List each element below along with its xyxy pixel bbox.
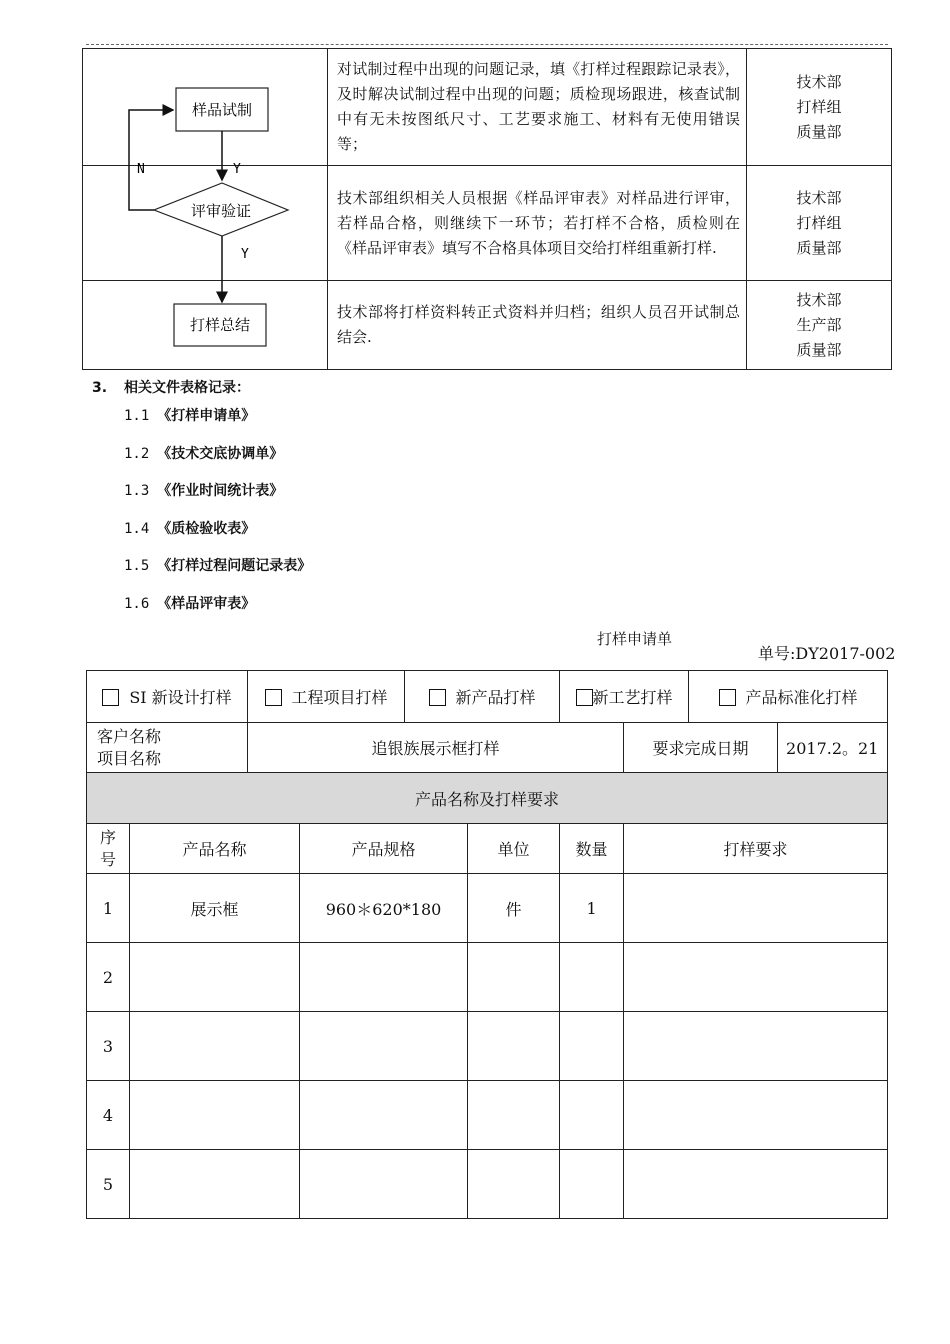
item-index: 1.5 [124,558,150,574]
col-spec: 产品规格 [300,824,468,874]
item-index: 1.1 [124,408,150,424]
type-option[interactable] [689,671,888,723]
list-item [124,513,311,551]
list-item [124,475,311,513]
dept: 打样组 [796,97,842,116]
yes-label: Y [241,247,249,262]
cell-seq: 1 [87,874,130,943]
cell-qty[interactable] [560,1081,624,1150]
col-name: 产品名称 [130,824,300,874]
cell-qty[interactable] [560,1150,624,1219]
no-label: N [137,162,145,177]
step-departments [747,281,892,370]
dept: 打样组 [796,213,842,232]
cell-seq: 5 [87,1150,130,1219]
cell-spec[interactable]: 960＊620*180 [300,874,468,943]
list-item [124,400,311,438]
type-label: 新工艺打样 [592,688,673,707]
dept: 质量部 [796,122,842,141]
type-option[interactable] [560,671,689,723]
table-row [87,1150,888,1219]
list-item [124,438,311,476]
arrow-loop-back [129,110,173,210]
cell-qty[interactable] [560,943,624,1012]
dept: 技术部 [796,290,842,309]
step-departments [747,49,892,166]
step-description: 对试制过程中出现的问题记录，填《打样过程跟踪记录表》，及时解决试制过程中出现的问题；质检现场跟进，核查试制中有无未按图纸尺寸、工艺要求施工、材料有无使用错误等； [328,49,747,166]
cell-name[interactable]: 展示框 [130,874,300,943]
form-title: 打样申请单 [597,630,673,648]
cell-qty[interactable]: 1 [560,874,624,943]
cell-name[interactable] [130,1081,300,1150]
step-description: 技术部组织相关人员根据《样品评审表》对样品进行评审，若样品合格，则继续下一环节；若打样不合格，质检则在《样品评审表》填写不合格具体项目交给打样组重新打样. [328,166,747,281]
col-seq-2: 号 [99,849,116,869]
table-row [87,943,888,1012]
checkbox[interactable] [102,689,119,706]
project-name-label: 项目名称 [97,748,162,768]
dept: 质量部 [796,238,842,257]
list-item [124,550,311,588]
cell-spec[interactable] [300,1012,468,1081]
summary-label: 打样总结 [189,316,251,334]
step-departments [747,166,892,281]
dept: 技术部 [796,72,842,91]
section-title: 相关文件表格记录： [124,380,250,396]
item-index: 1.3 [124,483,150,499]
cell-spec[interactable] [300,943,468,1012]
cell-name[interactable] [130,943,300,1012]
cell-unit[interactable]: 件 [468,874,560,943]
customer-name-label: 客户名称 [97,726,162,746]
cell-unit[interactable] [468,943,560,1012]
form-number: 单号:DY2017-002 [758,644,896,663]
dept: 质量部 [796,340,842,359]
yes-label: Y [233,162,241,177]
cell-name[interactable] [130,1150,300,1219]
item-name: 《质检验收表》 [157,520,256,537]
cell-unit[interactable] [468,1150,560,1219]
col-seq [87,824,130,874]
item-name: 《打样过程问题记录表》 [157,558,312,574]
cell-req[interactable] [624,1150,888,1219]
customer-value: 追银族展示框打样 [248,723,624,773]
item-index: 1.6 [124,595,150,612]
item-name: 《打样申请单》 [157,408,256,424]
table-row [87,874,888,943]
col-unit: 单位 [468,824,560,874]
cell-req[interactable] [624,874,888,943]
header-rule [86,44,888,45]
cell-seq: 3 [87,1012,130,1081]
cell-qty[interactable] [560,1012,624,1081]
checkbox[interactable] [576,689,593,706]
cell-spec[interactable] [300,1081,468,1150]
item-index: 1.4 [124,520,150,537]
item-index: 1.2 [124,445,150,462]
col-req: 打样要求 [624,824,888,874]
cell-req[interactable] [624,1012,888,1081]
type-option[interactable] [248,671,405,723]
type-label: 新产品打样 [455,688,536,707]
trial-production-label: 样品试制 [191,101,253,119]
section-heading [92,377,250,397]
item-name: 《技术交底协调单》 [157,445,284,462]
section-header: 产品名称及打样要求 [87,773,888,824]
type-label: 工程项目打样 [291,688,388,707]
due-date-label: 要求完成日期 [624,723,778,773]
type-label: 产品标准化打样 [745,688,858,707]
type-label: SI 新设计打样 [129,688,232,707]
type-option[interactable] [87,671,248,723]
review-label: 评审验证 [190,202,252,220]
cell-spec[interactable] [300,1150,468,1219]
table-row [87,1081,888,1150]
item-name: 《样品评审表》 [157,595,256,612]
type-option[interactable] [405,671,560,723]
table-row [87,1012,888,1081]
cell-req[interactable] [624,1081,888,1150]
document-list [124,400,311,625]
customer-label [87,723,248,773]
flowchart [83,49,327,369]
section-number: 3. [92,380,108,396]
checkbox[interactable] [265,689,282,706]
cell-unit[interactable] [468,1012,560,1081]
item-name: 《作业时间统计表》 [157,483,284,499]
dept: 技术部 [796,188,842,207]
cell-name[interactable] [130,1012,300,1081]
checkbox[interactable] [429,689,446,706]
col-qty: 数量 [560,824,624,874]
cell-seq: 2 [87,943,130,1012]
col-seq-1: 序 [99,827,116,847]
request-form-table [86,670,888,1219]
dept: 生产部 [796,315,842,334]
cell-req[interactable] [624,943,888,1012]
cell-unit[interactable] [468,1081,560,1150]
list-item [124,588,311,626]
step-description: 技术部将打样资料转正式资料并归档；组织人员召开试制总结会. [328,281,747,370]
cell-seq: 4 [87,1081,130,1150]
checkbox[interactable] [719,689,736,706]
due-date-value: 2017.2。21 [778,723,888,773]
